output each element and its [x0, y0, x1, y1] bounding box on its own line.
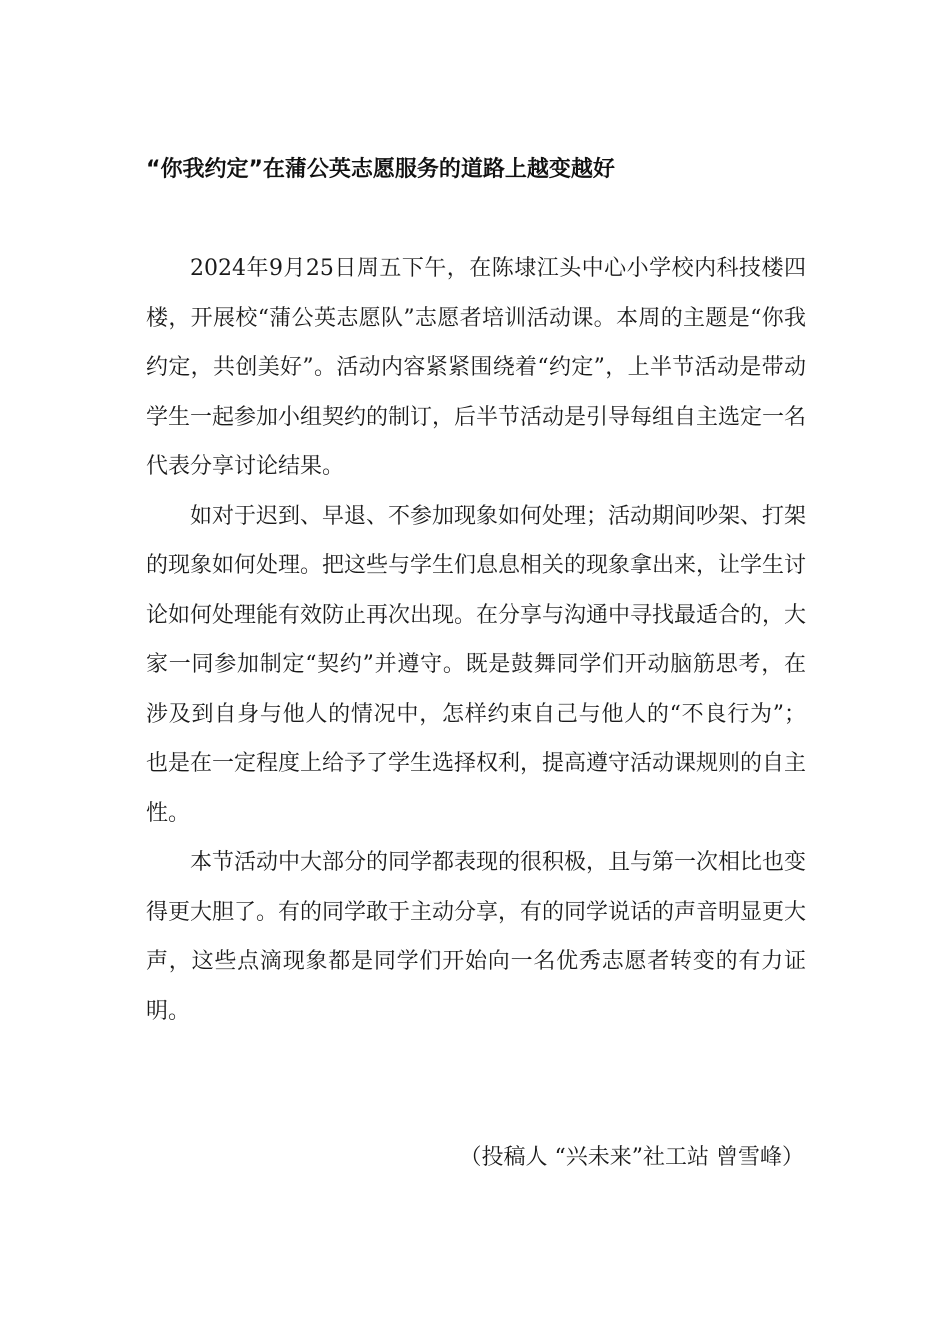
paragraph-3: 本节活动中大部分的同学都表现的很积极，且与第一次相比也变得更大胆了。有的同学敢于主动分享，有的同学说话的声音明显更大声，这些点滴现象都是同学们开始向一名优秀志愿者转变的有力证明。 — [146, 850, 807, 1024]
author-byline: （投稿人 “兴未来”社工站 曾雪峰） — [459, 1145, 804, 1170]
paragraph-2: 如对于迟到、早退、不参加现象如何处理；活动期间吵架、打架的现象如何处理。把这些与学生们息息相关的现象拿出来，让学生讨论如何处理能有效防止再次出现。在分享与沟通中寻找最适合的，大家一同参加制定“契约”并遵守。既是鼓舞同学们开动脑筋思考，在涉及到自身与他人的情况中，怎样约束自己与他人的“不良行为”；也是在一定程度上给予了学生选择权利，提高遵守活动课规则的自主性。 — [146, 503, 807, 826]
article-title: “你我约定”在蒲公英志愿服务的道路上越变越好 — [146, 157, 615, 182]
paragraph-1: 2024年9月25日周五下午，在陈埭江头中心小学校内科技楼四楼，开展校“蒲公英志愿队”志愿者培训活动课。本周的主题是“你我约定，共创美好”。活动内容紧紧围绕着“约定”，上半节活动是带动学生一起参加小组契约的制订，后半节活动是引导每组自主选定一名代表分享讨论结果。 — [146, 256, 807, 479]
article-body — [146, 244, 806, 1036]
